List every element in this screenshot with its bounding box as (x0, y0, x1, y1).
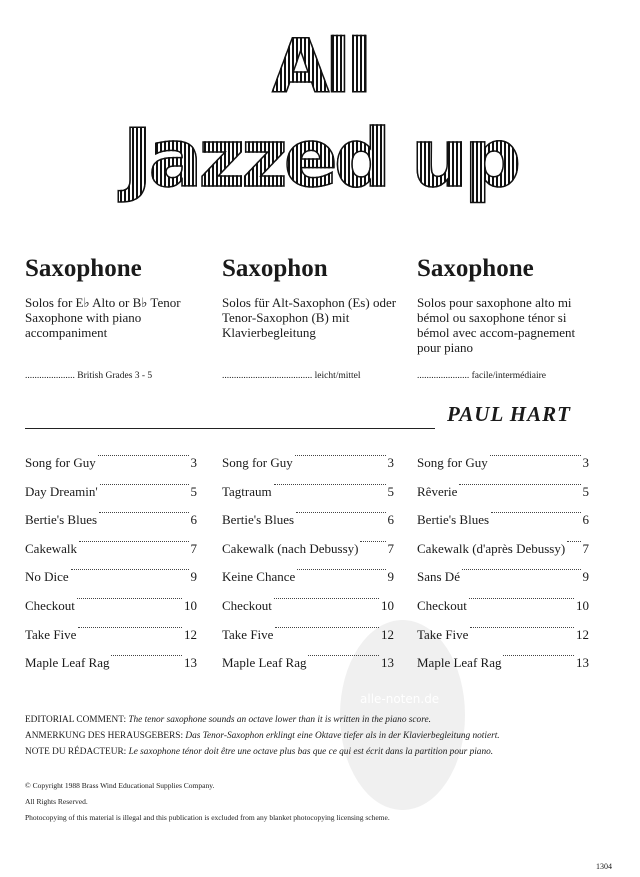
contents-item (222, 598, 394, 627)
contents-item (222, 455, 394, 484)
title-line-1: All (0, 28, 640, 106)
column-2 (417, 255, 602, 381)
contents-item (222, 541, 394, 570)
watermark-text: alle-noten.de (360, 692, 440, 706)
note-de (25, 728, 500, 744)
instrument-heading: Saxophon (222, 255, 328, 282)
contents-item (222, 569, 394, 598)
piece-title: Song for Guy (25, 455, 96, 470)
rights-line: All Rights Reserved. (25, 797, 88, 806)
page-ref: 3 (190, 455, 197, 470)
leader-dots (503, 655, 574, 656)
contents-item (417, 655, 589, 684)
page-ref: 12 (576, 626, 589, 642)
leader-dots (111, 655, 182, 656)
page-ref: 9 (582, 569, 589, 585)
piece-title: Maple Leaf Rag (25, 655, 110, 671)
leader-dots (274, 598, 379, 599)
note-fr (25, 744, 500, 760)
piece-title: Day Dreamin' (25, 483, 98, 499)
contents-item (417, 569, 589, 598)
leader-dots (469, 598, 574, 599)
leader-dots (78, 627, 182, 628)
editorial-notes (25, 712, 500, 760)
contents-item (417, 627, 589, 656)
contents-item (417, 512, 589, 541)
piece-title: Bertie's Blues (417, 512, 490, 528)
page-ref: 9 (190, 569, 197, 585)
leader-dots (274, 484, 386, 485)
note-label: ANMERKUNG DES HERAUSGEBERS: (25, 731, 184, 741)
piece-title: Tagtraum (222, 483, 272, 499)
page-ref: 3 (582, 455, 589, 470)
description: Solos für Alt-Saxophon (Es) oder Tenor-Saxophon (B) mit Klavierbegleitung (222, 295, 397, 340)
piece-title: Cakewalk (nach Debussy) (222, 540, 359, 556)
piece-title: Checkout (417, 597, 467, 613)
leader-dots (77, 598, 182, 599)
note-text: The tenor saxophone sounds an octave lower than it is written in the piano score. (128, 715, 431, 725)
contents-item (417, 541, 589, 570)
page-ref: 9 (387, 569, 394, 585)
page-ref: 6 (190, 512, 197, 528)
leader-dots (98, 455, 189, 456)
divider (25, 428, 435, 429)
note-text: Das Tenor-Saxophon erklingt eine Oktave tiefer als in der Klavierbegleitung notiert. (185, 731, 500, 741)
piece-title: Take Five (25, 626, 77, 642)
piece-title: Checkout (222, 597, 272, 613)
piece-title: Sans Dé (417, 569, 460, 585)
piece-title: Song for Guy (222, 455, 293, 470)
leader-dots (79, 541, 189, 542)
contents-item (25, 484, 197, 513)
page-ref: 3 (387, 455, 394, 470)
leader-dots (295, 455, 386, 456)
contents-item (25, 655, 197, 684)
contents-item (25, 569, 197, 598)
contents-list (25, 455, 197, 684)
contents-item (417, 484, 589, 513)
page-ref: 12 (184, 626, 197, 642)
piece-title: Keine Chance (222, 569, 296, 585)
author: PAUL HART (447, 402, 571, 426)
leader-dots (459, 484, 580, 485)
contents-list (222, 455, 394, 684)
grade-level: ...................................... leicht/mittel (222, 371, 361, 381)
contents-item (25, 455, 197, 484)
page-ref: 5 (582, 483, 589, 499)
page-ref: 6 (387, 512, 394, 528)
piece-title: Song for Guy (417, 455, 488, 470)
leader-dots (567, 541, 580, 542)
piece-title: Cakewalk (25, 540, 77, 556)
page-number: 1304 (596, 862, 612, 871)
grade-level: ..................... British Grades 3 - 5 (25, 371, 153, 381)
leader-dots (71, 569, 189, 570)
page-ref: 13 (184, 655, 197, 671)
note-text: Le saxophone ténor doit être une octave plus bas que ce qui est écrit dans la partition pour piano. (128, 747, 494, 757)
title-line-2: Jazzed up (0, 116, 640, 202)
piece-title: Take Five (222, 626, 274, 642)
page-ref: 10 (184, 597, 197, 613)
contents-item (222, 512, 394, 541)
leader-dots (360, 541, 385, 542)
leader-dots (491, 512, 580, 513)
contents-item (222, 655, 394, 684)
column-1 (222, 255, 407, 381)
page-ref: 5 (190, 483, 197, 499)
page-ref: 7 (190, 540, 197, 556)
piece-title: Rêverie (417, 483, 458, 499)
contents-item (25, 627, 197, 656)
piece-title: No Dice (25, 569, 69, 585)
contents-item (417, 455, 589, 484)
note-label: EDITORIAL COMMENT: (25, 715, 127, 725)
leader-dots (470, 627, 574, 628)
leader-dots (296, 512, 385, 513)
piece-title: Maple Leaf Rag (222, 655, 307, 671)
grade-level: ...................... facile/intermédiaire (417, 371, 546, 381)
piece-title: Maple Leaf Rag (417, 655, 502, 671)
leader-dots (275, 627, 379, 628)
page-ref: 10 (381, 597, 394, 613)
instrument-heading: Saxophone (417, 255, 534, 282)
leader-dots (100, 484, 189, 485)
copyright-line: © Copyright 1988 Brass Wind Educational Supplies Company. (25, 781, 215, 790)
piece-title: Cakewalk (d'après Debussy) (417, 540, 566, 556)
piece-title: Take Five (417, 626, 469, 642)
contents-item (25, 598, 197, 627)
leader-dots (490, 455, 581, 456)
piece-title: Bertie's Blues (222, 512, 295, 528)
description: Solos for E♭ Alto or B♭ Tenor Saxophone with piano accompaniment (25, 295, 181, 340)
leader-dots (99, 512, 188, 513)
contents-item (222, 627, 394, 656)
page-ref: 7 (387, 540, 394, 556)
leader-dots (308, 655, 379, 656)
instrument-heading: Saxophone (25, 255, 142, 282)
page-ref: 13 (381, 655, 394, 671)
leader-dots (462, 569, 581, 570)
piece-title: Checkout (25, 597, 75, 613)
page-ref: 5 (387, 483, 394, 499)
contents-list (417, 455, 589, 684)
note-en (25, 712, 500, 728)
contents-item (25, 512, 197, 541)
column-0 (25, 255, 210, 381)
page-ref: 12 (381, 626, 394, 642)
copyright (25, 778, 390, 826)
page-ref: 6 (582, 512, 589, 528)
leader-dots (297, 569, 385, 570)
page-ref: 13 (576, 655, 589, 671)
page-ref: 7 (582, 540, 589, 556)
contents-item (25, 541, 197, 570)
piece-title: Bertie's Blues (25, 512, 98, 528)
contents-item (222, 484, 394, 513)
description: Solos pour saxophone alto mi bémol ou saxophone ténor si bémol avec accom-pagnement pour piano (417, 295, 576, 355)
page-ref: 10 (576, 597, 589, 613)
note-label: NOTE DU RÉDACTEUR: (25, 747, 127, 757)
photocopy-line: Photocopying of this material is illegal and this publication is excluded from any blanket photocopying licensing scheme. (25, 813, 390, 822)
contents-item (417, 598, 589, 627)
